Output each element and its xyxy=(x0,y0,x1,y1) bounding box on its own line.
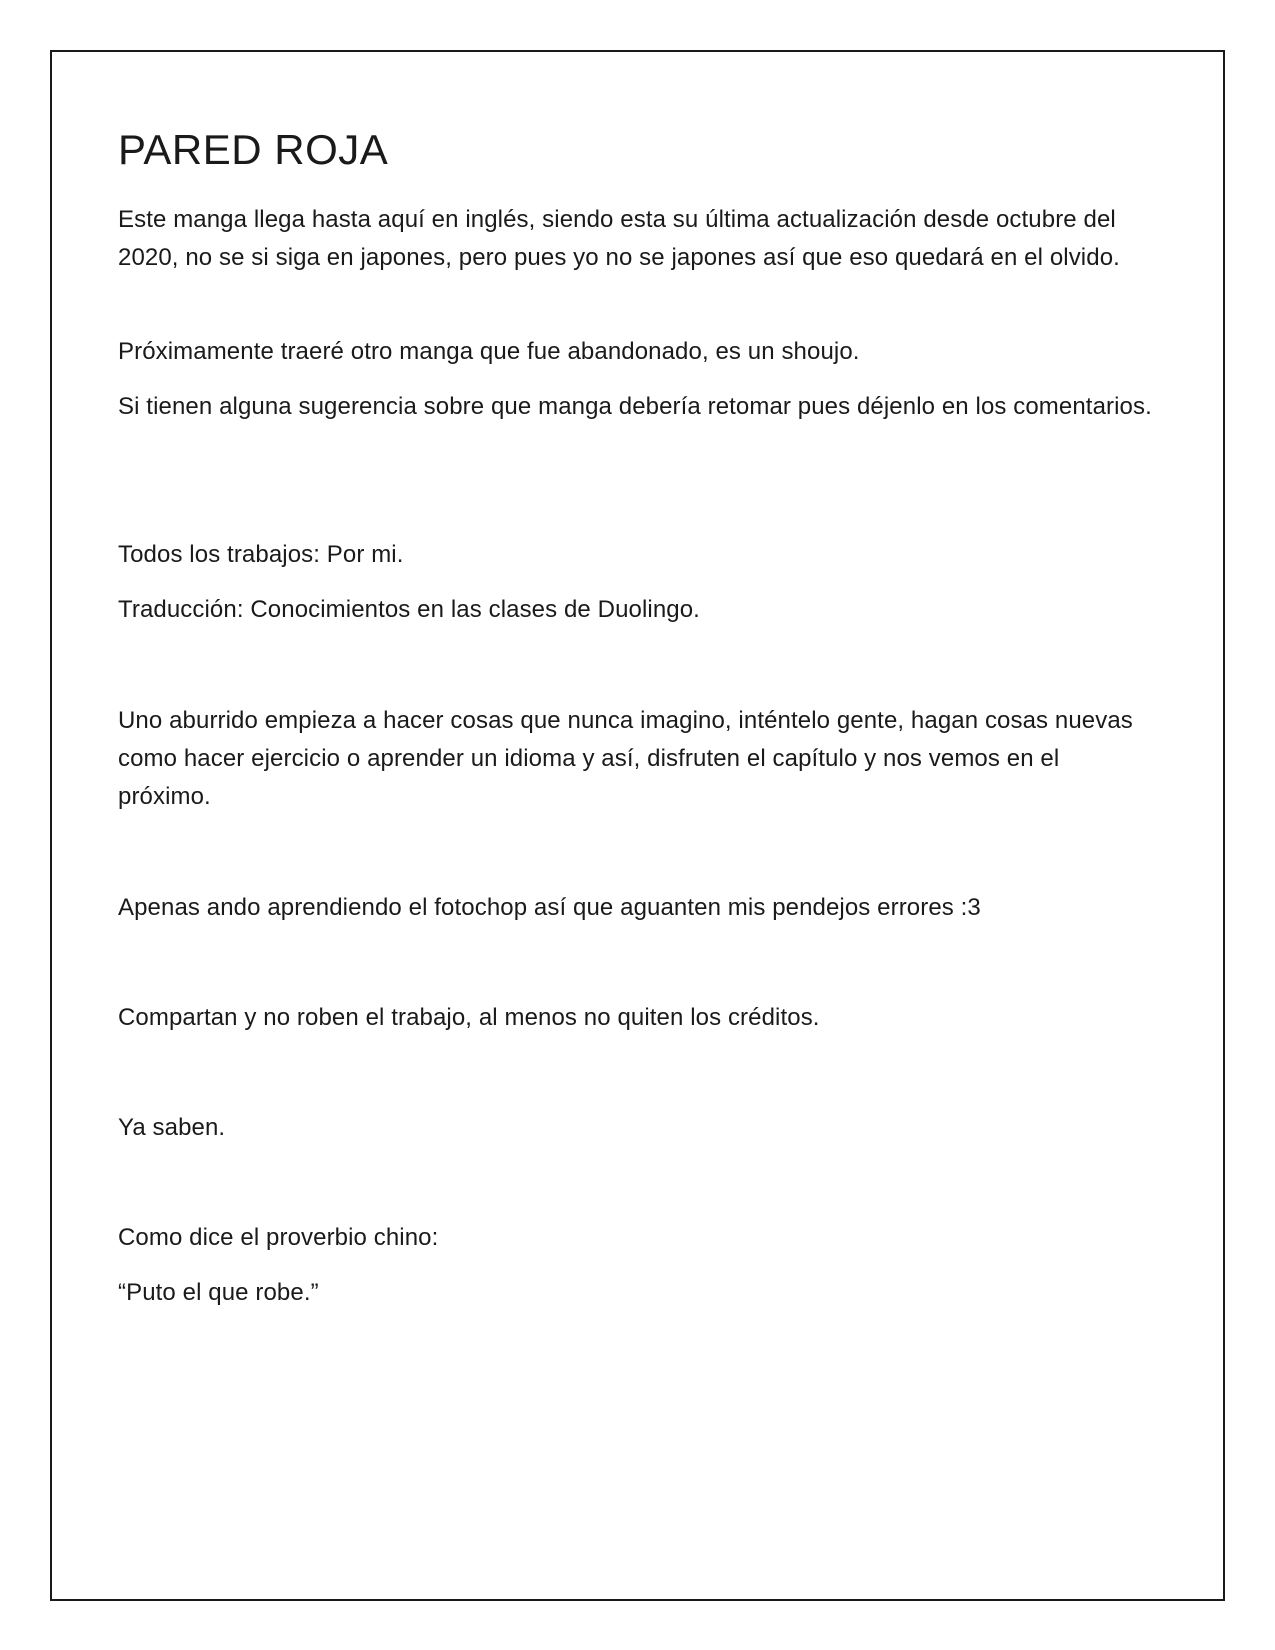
paragraph-share: Compartan y no roben el trabajo, al menos no quiten los créditos. xyxy=(118,1004,820,1031)
credits-translation: Traducción: Conocimientos en las clases de Duolingo. xyxy=(118,596,700,623)
paragraph-next-manga: Próximamente traeré otro manga que fue abandonado, es un shoujo. xyxy=(118,338,860,365)
paragraph-last-update: Este manga llega hasta aquí en inglés, siendo esta su última actualización desde octubre del 2020, no se si siga en japones, pero pues yo no se japones así que eso quedará en el olvido. xyxy=(118,206,1120,271)
paragraph-proverb-quote: “Puto el que robe.” xyxy=(118,1279,319,1306)
paragraph-ya-saben: Ya saben. xyxy=(118,1114,226,1141)
page-border xyxy=(50,50,1225,1601)
document-title: PARED ROJA xyxy=(118,126,389,173)
paragraph-boredom: Uno aburrido empieza a hacer cosas que nunca imagino, inténtelo gente, hagan cosas nuevas como hacer ejercicio o aprender un idioma y así, disfruten el capítulo y nos vemos en el próximo. xyxy=(118,707,1133,810)
paragraph-photoshop: Apenas ando aprendiendo el fotochop así que aguanten mis pendejos errores :3 xyxy=(118,894,981,921)
credits-all-work: Todos los trabajos: Por mi. xyxy=(118,541,404,568)
paragraph-suggestions: Si tienen alguna sugerencia sobre que manga debería retomar pues déjenlo en los comentarios. xyxy=(118,393,1152,420)
paragraph-proverb-intro: Como dice el proverbio chino: xyxy=(118,1224,439,1251)
